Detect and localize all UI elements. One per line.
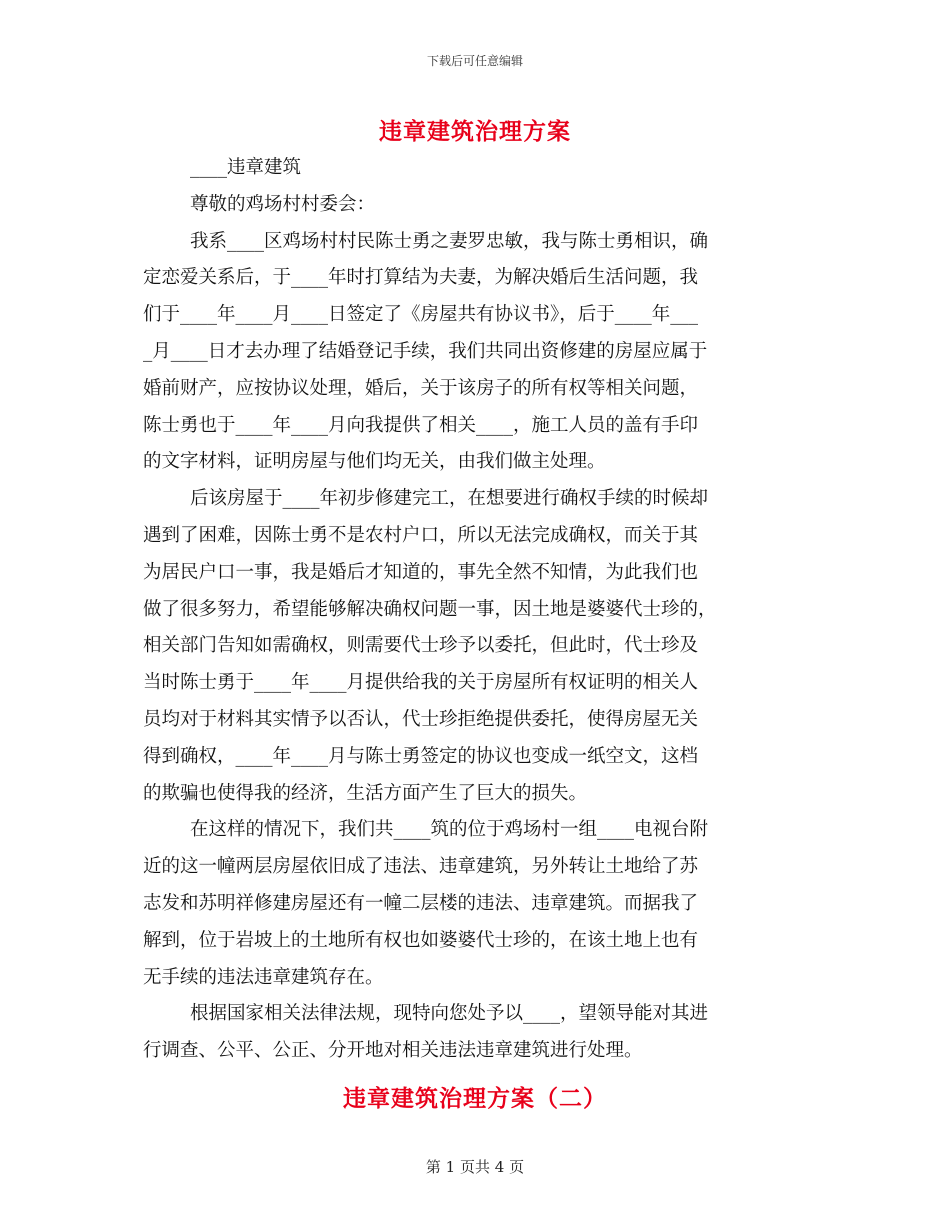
text-line: 的欺骗也使得我的经济，生活方面产生了巨大的损失。 [143, 782, 588, 804]
text-line: ____违章建筑 [190, 157, 302, 178]
document-title: 违章建筑治理方案 [379, 118, 571, 145]
section-title: 违章建筑治理方案（二） [343, 1085, 607, 1112]
text-line: 得到确权，____年____月与陈士勇签定的协议也变成一纸空文，这档 [143, 745, 699, 767]
document-body [143, 150, 808, 1070]
page-header: 下载后可任意编辑 [426, 54, 523, 68]
text-line: 行调查、公平、公正、分开地对相关违法违章建筑进行处理。 [143, 1040, 643, 1062]
text-line: 解到，位于岩坡上的土地所有权也如婆婆代士珍的，在该土地上也有 [143, 929, 699, 951]
text-line: 无手续的违法违章建筑存在。 [143, 966, 384, 988]
text-line: 为居民户口一事，我是婚后才知道的，事先全然不知情，为此我们也 [143, 561, 699, 583]
text-line: 们于____年____月____日签定了《房屋共有协议书》，后于____年___ [143, 304, 699, 326]
text-line: _月____日才去办理了结婚登记手续，我们共同出资修建的房屋应属于 [143, 340, 708, 362]
text-line: 近的这一幢两层房屋依旧成了违法、违章建筑，另外转让土地给了苏 [143, 856, 699, 878]
text-line: 后该房屋于____年初步修建完工，在想要进行确权手续的时候却 [190, 488, 709, 510]
page-footer: 第 1 页共 4 页 [425, 1158, 525, 1176]
text-line: 定恋爱关系后，于____年时打算结为夫妻，为解决婚后生活问题，我 [143, 267, 699, 289]
text-line: 遇到了困难，因陈士勇不是农村户口，所以无法完成确权，而关于其 [143, 524, 699, 546]
text-line: 志发和苏明祥修建房屋还有一幢二层楼的违法、违章建筑。而据我了 [143, 892, 699, 914]
text-line: 在这样的情况下，我们共____筑的位于鸡场村一组____电视台附 [190, 819, 709, 841]
text-line: 的文字材料，证明房屋与他们均无关，由我们做主处理。 [143, 451, 606, 473]
text-line: 尊敬的鸡场村村委会： [190, 193, 376, 215]
text-line: 我系____区鸡场村村民陈士勇之妻罗忠敏，我与陈士勇相识，确 [190, 230, 709, 252]
text-line: 陈士勇也于____年____月向我提供了相关____，施工人员的盖有手印 [143, 414, 699, 436]
text-line: 当时陈士勇于____年____月提供给我的关于房屋所有权证明的相关人 [143, 672, 699, 694]
text-line: 婚前财产，应按协议处理，婚后，关于该房子的所有权等相关问题， [143, 377, 699, 399]
text-line: 根据国家相关法律法规，现特向您处予以____，望领导能对其进 [190, 1003, 709, 1025]
text-line: 相关部门告知如需确权，则需要代士珍予以委托，但此时，代士珍及 [143, 635, 699, 657]
text-line: 员均对于材料其实情予以否认，代士珍拒绝提供委托，使得房屋无关 [143, 708, 699, 730]
text-line: 做了很多努力，希望能够解决确权问题一事，因土地是婆婆代士珍的， [143, 598, 717, 620]
